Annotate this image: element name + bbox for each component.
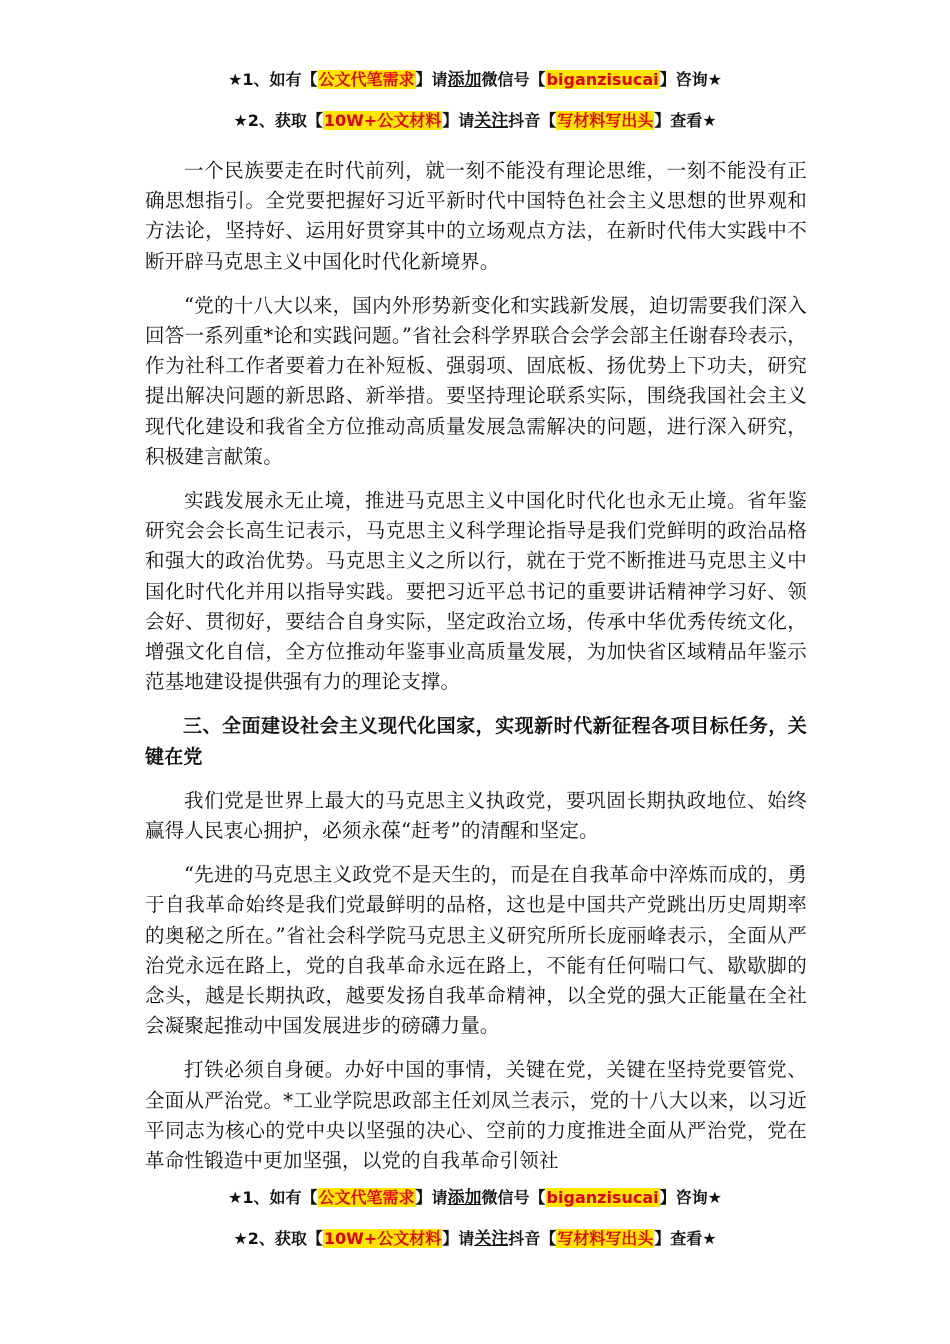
body-paragraph: 实践发展永无止境，推进马克思主义中国化时代化也永无止境。省年鉴研究会会长高生记表示，马克思主义科学理论指导是我们党鲜明的政治品格和强大的政治优势。马克思主义之所以行，就在于党不断推进马克思主义中国化时代化并用以指导实践。要把习近平总书记的重要讲话精神学习好、领会好、贯彻好，要结合自身实际，坚定政治立场，传承中华优秀传统文化，增强文化自信，全方位推动年鉴事业高质量发展，为加快省区域精品年鉴示范基地建设提供强有力的理论支撑。 [145, 489, 807, 694]
body-paragraph: “先进的马克思主义政党不是天生的，而是在自我革命中淬炼而成的，勇于自我革命始终是我们党最鲜明的品格，这也是中国共产党跳出历史周期率的奥秘之所在。”省社会科学院马克思主义研究所所长庞丽峰表示，全面从严治党永远在路上，党的自我革命永远在路上，不能有任何喘口气、歇歇脚的念头，越是长期执政，越要发扬自我革命精神，以全党的强大正能量在全社会凝聚起推动中国发展进步的磅礴力量。 [145, 863, 807, 1038]
banner-text: 】查看★ [654, 111, 717, 130]
banner-text: 】查看★ [654, 1229, 717, 1248]
banner-highlight: 10W+公文材料 [323, 111, 442, 130]
banner-highlight: 公文代笔需求 [318, 70, 415, 89]
banner-emphasis: 添加 [447, 70, 482, 90]
banner-text: ★2、获取【 [233, 111, 323, 130]
banner-highlight: biganzisucai [546, 1188, 659, 1207]
banner-text: 】请 [442, 1229, 475, 1248]
body-paragraph: 打铁必须自身硬。办好中国的事情，关键在党，关键在坚持党要管党、全面从严治党。*工业学院思政部主任刘凤兰表示，党的十八大以来，以习近平同志为核心的党中央以坚强的决心、空前的力度推进全面从严治党，党在革命性锻造中更加坚强，以党的自我革命引领社 [145, 1058, 807, 1173]
banner-emphasis: 关注 [474, 111, 509, 131]
banner-text: 】请 [442, 111, 475, 130]
banner-emphasis: 关注 [474, 1229, 509, 1249]
promo-banner-bottom-2 [0, 1229, 950, 1249]
banner-text: 微信号【 [481, 1188, 546, 1207]
banner-highlight: 写材料写出头 [557, 111, 654, 130]
banner-text: ★1、如有【 [228, 1188, 318, 1207]
promo-banner-top-1 [0, 70, 950, 90]
banner-text: 】请 [415, 70, 448, 89]
document-body [145, 156, 807, 1176]
promo-banner-bottom-1 [0, 1188, 950, 1208]
banner-text: 微信号【 [481, 70, 546, 89]
banner-text: ★1、如有【 [228, 70, 318, 89]
banner-highlight: 公文代笔需求 [318, 1188, 415, 1207]
banner-text: 】咨询★ [659, 70, 722, 89]
banner-highlight: 写材料写出头 [557, 1229, 654, 1248]
banner-text: ★2、获取【 [233, 1229, 323, 1248]
body-paragraph: “党的十八大以来，国内外形势新变化和实践新发展，迫切需要我们深入回答一系列重*论和实践问题。”省社会科学界联合会学会部主任谢春玲表示，作为社科工作者要着力在补短板、强弱项、固底板、扬优势上下功夫，研究提出解决问题的新思路、新举措。要坚持理论联系实际，围绕我国社会主义现代化建设和我省全方位推动高质量发展急需解决的问题，进行深入研究，积极建言献策。 [145, 293, 807, 468]
banner-text: 抖音【 [508, 1229, 557, 1248]
banner-emphasis: 添加 [447, 1188, 482, 1208]
banner-text: 】咨询★ [659, 1188, 722, 1207]
banner-highlight: 10W+公文材料 [323, 1229, 442, 1248]
promo-banner-top-2 [0, 111, 950, 131]
banner-highlight: biganzisucai [546, 70, 659, 89]
section-heading: 三、全面建设社会主义现代化国家，实现新时代新征程各项目标任务，关键在党 [145, 715, 807, 768]
banner-text: 抖音【 [508, 111, 557, 130]
body-paragraph: 一个民族要走在时代前列，就一刻不能没有理论思维，一刻不能没有正确思想指引。全党要把握好习近平新时代中国特色社会主义思想的世界观和方法论，坚持好、运用好贯穿其中的立场观点方法，在新时代伟大实践中不断开辟马克思主义中国化时代化新境界。 [145, 159, 807, 273]
banner-text: 】请 [415, 1188, 448, 1207]
body-paragraph: 我们党是世界上最大的马克思主义执政党，要巩固长期执政地位、始终赢得人民衷心拥护，必须永葆“赶考”的清醒和坚定。 [145, 788, 807, 843]
